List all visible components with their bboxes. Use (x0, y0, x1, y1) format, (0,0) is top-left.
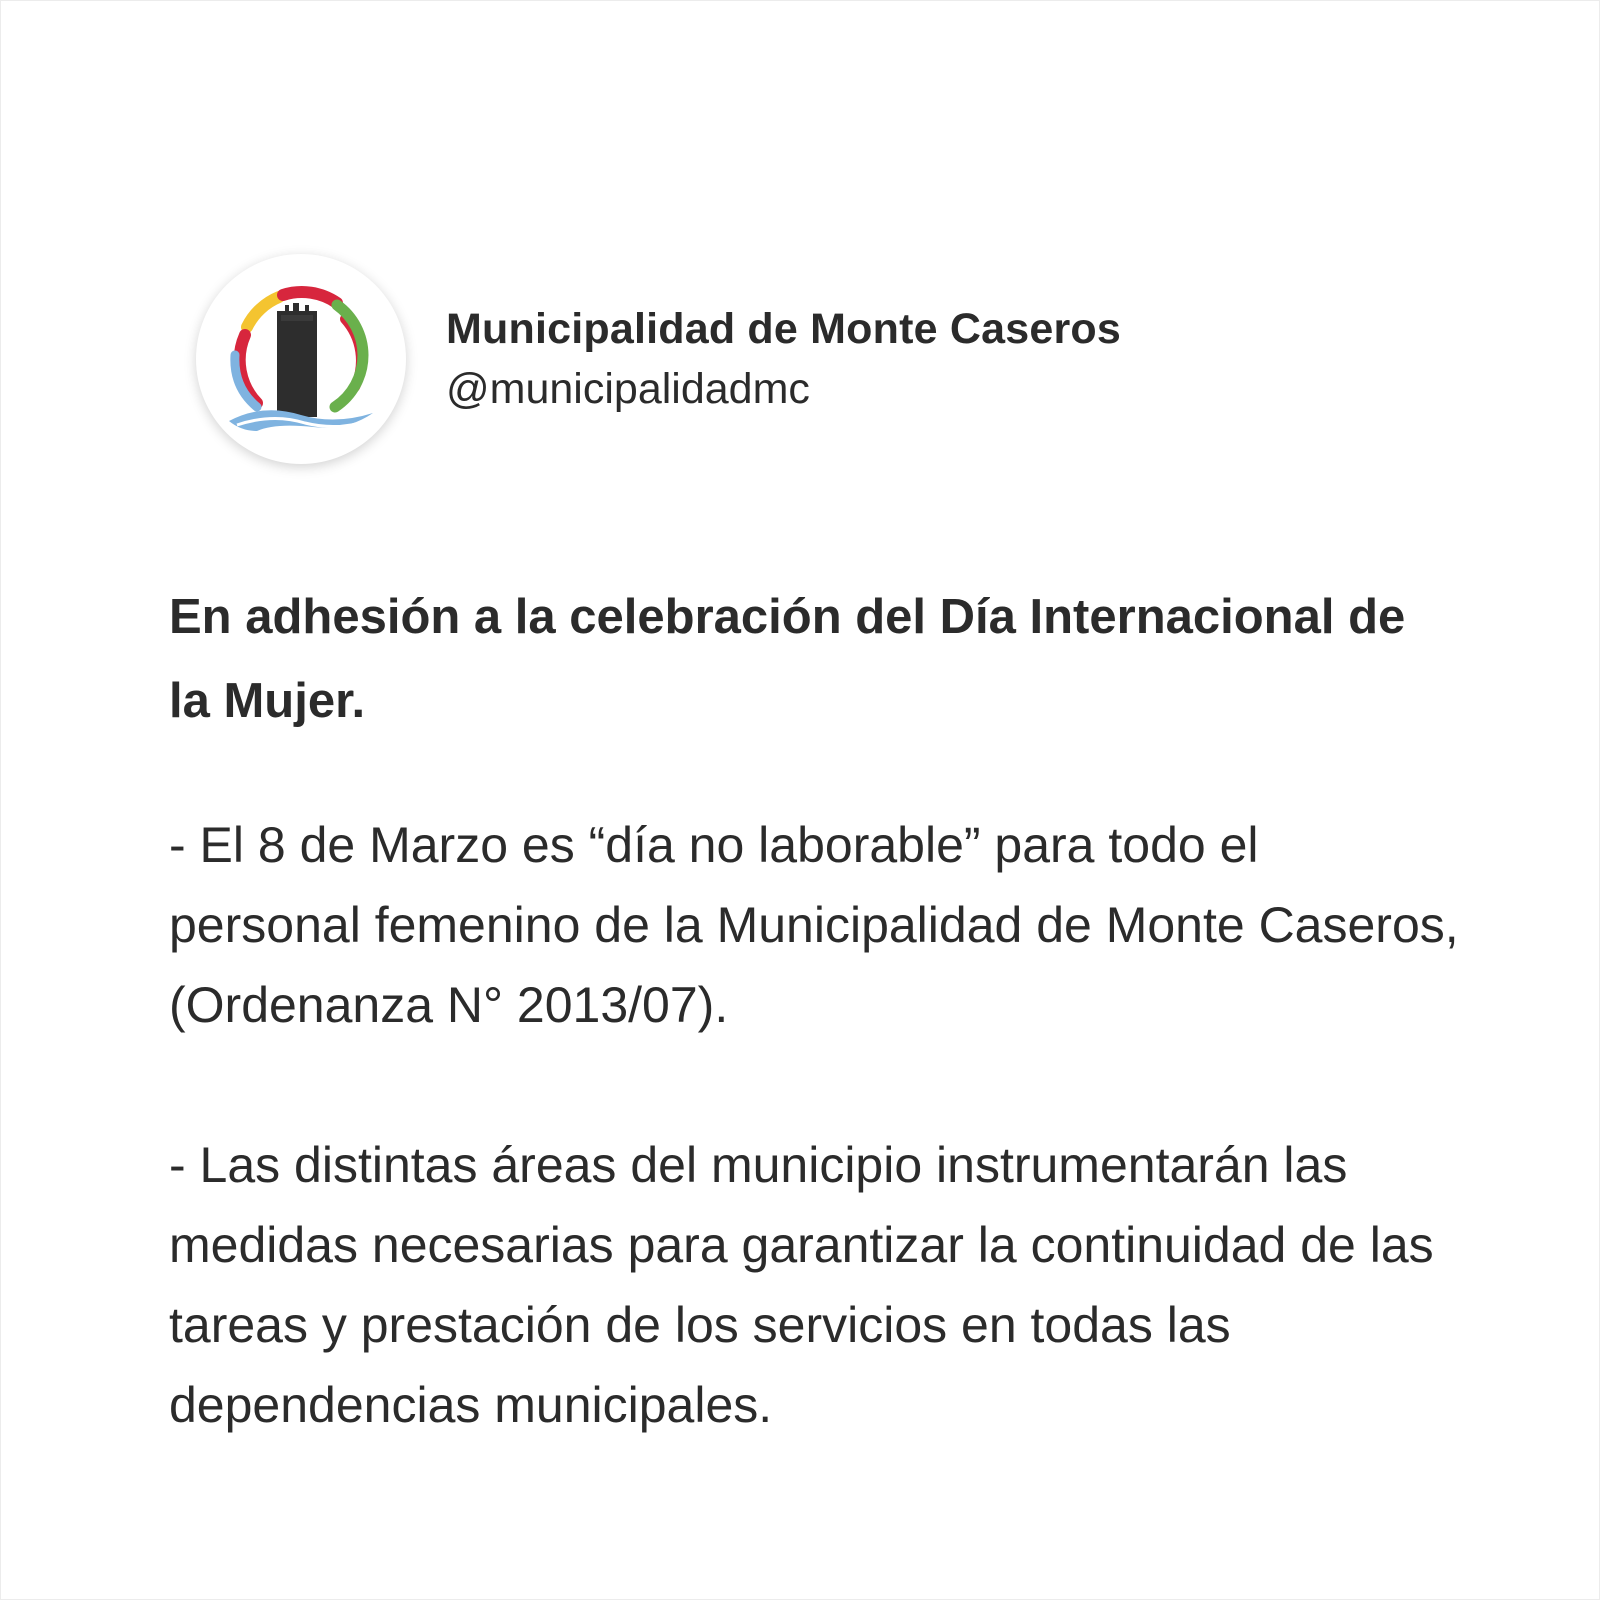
municipality-logo-icon (217, 275, 385, 443)
post-paragraph: - Las distintas áreas del municipio instrumentarán las medidas necesarias para garantizar la continuidad de las tareas y prestación de los servicios en todas las dependencias municipales. (169, 1137, 1434, 1433)
post-lead: En adhesión a la celebración del Día Internacional de la Mujer. (169, 590, 1406, 728)
avatar[interactable] (196, 254, 406, 464)
post-paragraph: - El 8 de Marzo es “día no laborable” para todo el personal femenino de la Municipalidad de Monte Caseros, (Ordenanza N° 2013/07). (169, 817, 1459, 1033)
account-display-name[interactable]: Municipalidad de Monte Caseros (446, 305, 1121, 353)
account-identity (446, 299, 1121, 419)
post-body (169, 575, 1459, 1445)
account-handle[interactable]: @municipalidadmc (446, 365, 810, 413)
post-header (196, 254, 1121, 464)
